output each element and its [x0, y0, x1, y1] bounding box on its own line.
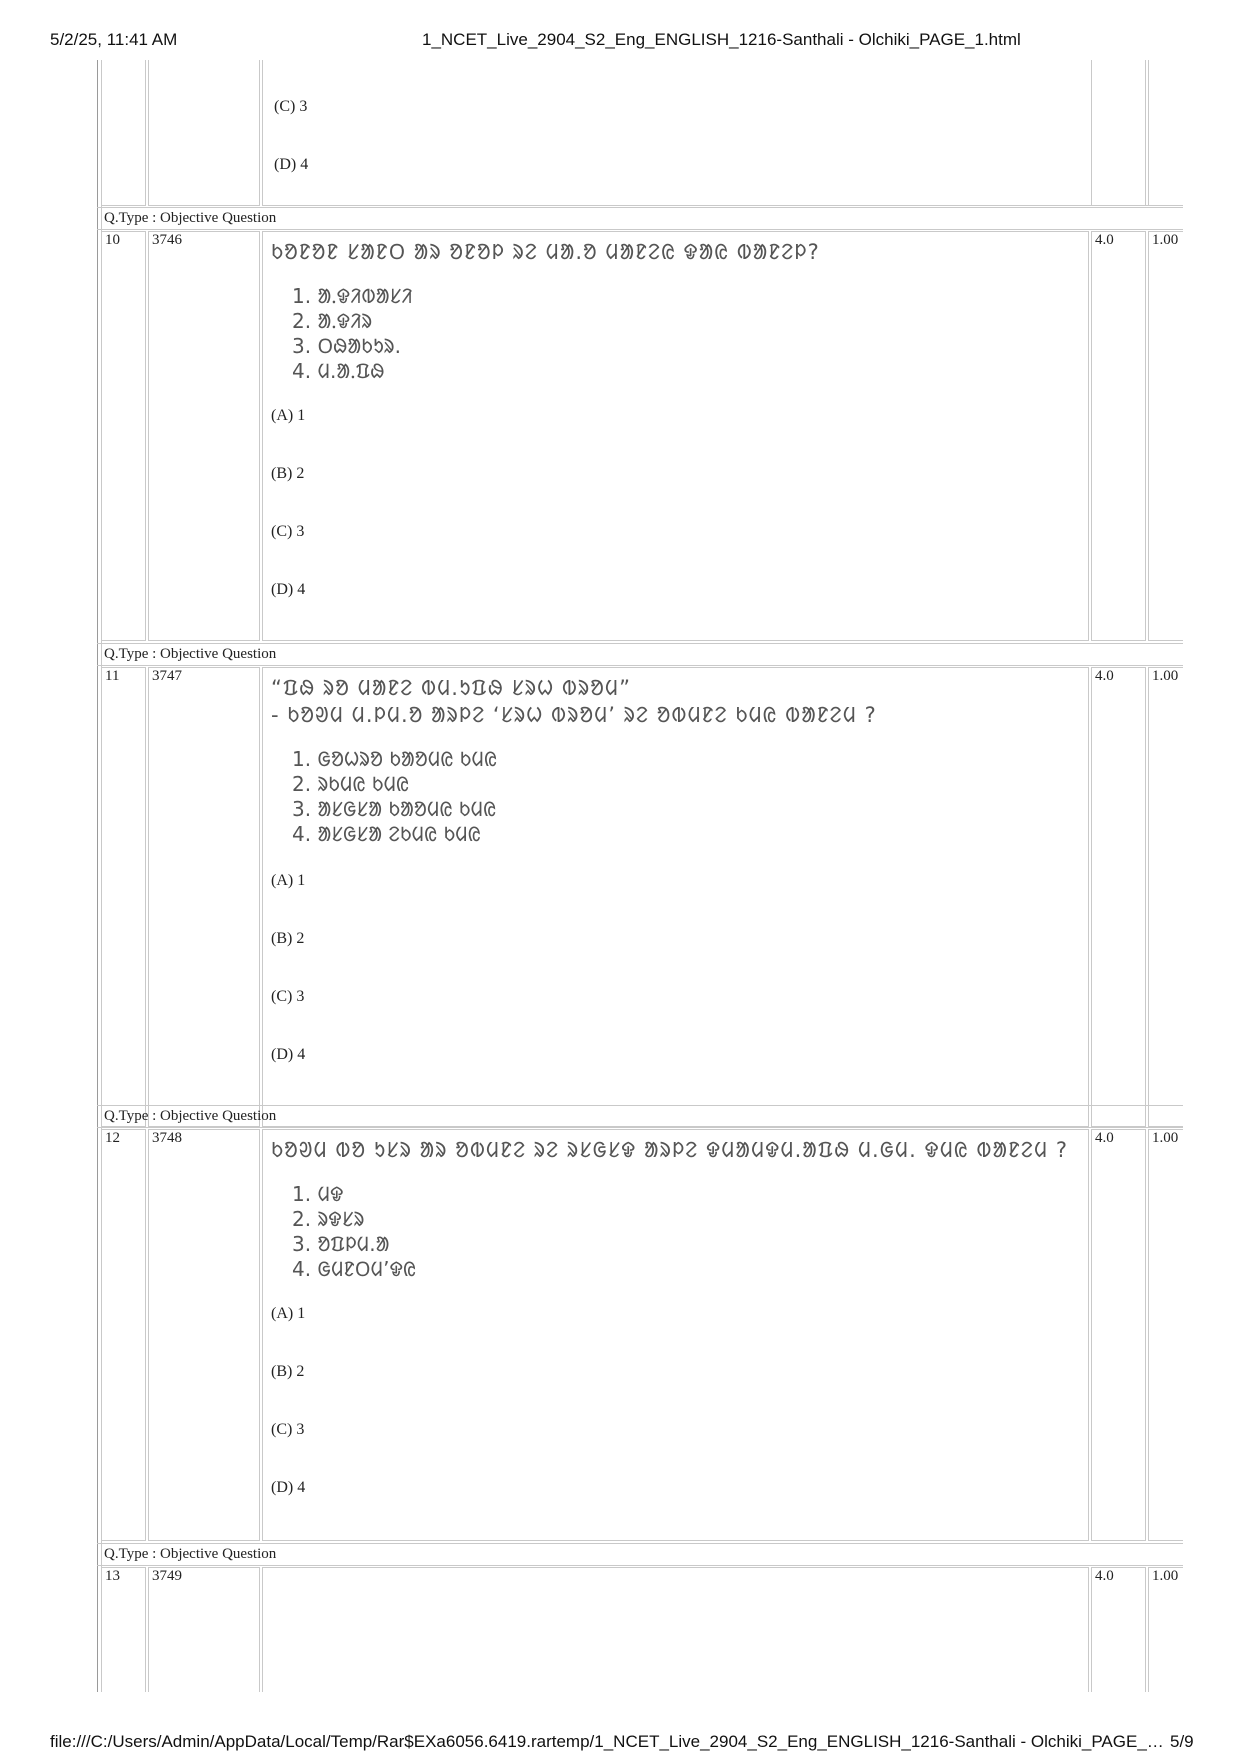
list-item: 2. ᱨᱫᱥᱨ	[292, 1207, 365, 1231]
negative-marks-cell	[1148, 667, 1183, 1127]
qid-cell	[148, 1567, 260, 1692]
list-item: 1. ᱟᱹᱫᱤᱵᱟᱥᱤ	[292, 284, 413, 308]
sno-cell	[101, 1129, 146, 1541]
option-d: (D) 4	[271, 1479, 306, 1496]
question-text: ᱠᱚᱣᱢ ᱵᱚ ᱩᱥᱨ ᱟᱨ ᱚᱵᱢᱱᱮ ᱨᱮ ᱨᱥᱜᱥᱫ ᱟᱨᱞᱮ ᱫᱢᱟᱢᱫᱢ.ᱟᱯᱷ ᱢ.ᱜᱢ. ᱫᱢᱭ ᱵᱟᱱᱮᱢ ?	[271, 1138, 1068, 1162]
list-item: 2. ᱟᱹᱫᱤᱨ	[292, 309, 373, 333]
question-serial: 10	[105, 232, 120, 248]
qid-cell	[148, 231, 260, 641]
question-id: 3748	[152, 1130, 182, 1146]
question-id: 3746	[152, 232, 182, 248]
row-divider	[97, 1565, 1183, 1566]
question-table	[97, 60, 1183, 1692]
row-divider	[97, 1543, 1183, 1544]
negative-marks: 1.00	[1152, 1130, 1179, 1146]
row-divider	[97, 643, 1183, 644]
marks-cell	[1091, 667, 1146, 1127]
option-b: (B) 2	[271, 930, 305, 947]
option-c: (C) 3	[271, 523, 305, 540]
qtype-label: Q.Type : Objective Question	[104, 1546, 277, 1562]
question-text-line-2: - ᱠᱚᱣᱢ ᱢ.ᱞᱢ.ᱚ ᱟᱨᱞᱮ ‘ᱥᱨᱦ ᱵᱨᱚᱢ’ ᱨᱮ ᱚᱵᱢᱱᱮ ᱠᱢᱭ ᱵᱟᱱᱮᱢ ?	[271, 703, 877, 727]
option-c: (C) 3	[271, 1421, 305, 1438]
question-text: ᱠᱚᱱᱚᱱ ᱥᱟᱱᱛ ᱟᱨ ᱚᱱᱚᱞ ᱨᱮ ᱢᱟ.ᱚ ᱢᱟᱱᱮᱭ ᱫᱟᱭ ᱵᱟᱱᱮᱞ?	[271, 240, 820, 264]
qtype-label: Q.Type : Objective Question	[104, 646, 277, 662]
question-serial: 13	[105, 1568, 120, 1584]
marks-cell	[1091, 231, 1146, 641]
marks: 4.0	[1095, 1568, 1114, 1584]
list-item: 2. ᱨᱠᱢᱭ ᱠᱢᱭ	[292, 772, 410, 796]
option-d: (D) 4	[271, 1046, 306, 1063]
question-body	[262, 231, 1089, 641]
marks: 4.0	[1095, 232, 1114, 248]
question-text: “ᱯᱷ ᱨᱚ ᱢᱟᱱᱮ ᱵᱢ.ᱩᱯᱷ ᱥᱨᱦ ᱵᱨᱚᱢ”	[271, 676, 632, 700]
row-divider	[97, 665, 1183, 666]
question-body	[262, 667, 1089, 1127]
sno-cell	[101, 231, 146, 641]
qtype-label: Q.Type : Objective Question	[104, 210, 277, 226]
print-file-path: file:///C:/Users/Admin/AppData/Local/Temp/Rar$EXa6056.6419.rartemp/1_NCET_Live_2904_S2_Eng_ENGLISH_1216-Santhali - Olchiki_PAGE_…	[50, 1732, 1164, 1751]
marks-cell	[1091, 1567, 1146, 1692]
option-d: (D) 4	[271, 581, 306, 598]
option-a: (A) 1	[271, 407, 306, 424]
print-document-title: 1_NCET_Live_2904_S2_Eng_ENGLISH_1216-Santhali - Olchiki_PAGE_1.html	[422, 30, 1021, 49]
list-item: 4. ᱟᱥᱜᱥᱟ ᱮᱠᱢᱭ ᱠᱢᱭ	[292, 822, 481, 846]
prev-body-cell	[262, 60, 1183, 206]
prev-marks-cell	[1091, 60, 1146, 206]
marks: 4.0	[1095, 668, 1114, 684]
option-b: (B) 2	[271, 465, 305, 482]
negative-marks: 1.00	[1152, 668, 1179, 684]
prev-qid-cell	[148, 60, 260, 206]
question-serial: 11	[105, 668, 120, 684]
row-divider	[97, 1127, 1183, 1128]
table-border-left	[97, 60, 98, 1692]
qid-cell	[148, 667, 260, 1127]
list-item: 1. ᱜᱚᱦᱨᱚ ᱠᱟᱚᱢᱭ ᱠᱢᱭ	[292, 747, 498, 771]
option-a: (A) 1	[271, 872, 306, 889]
sno-cell	[101, 1567, 146, 1692]
list-item: 1. ᱢᱫ	[292, 1182, 344, 1206]
row-divider	[97, 1105, 1183, 1106]
row-divider	[97, 207, 1183, 208]
prev-sno-cell	[101, 60, 146, 206]
sno-cell	[101, 667, 146, 1127]
option-b: (B) 2	[271, 1363, 305, 1380]
negative-marks-cell	[1148, 1567, 1183, 1692]
row-divider	[97, 229, 1183, 230]
list-item: 4. ᱜᱢᱱᱛᱢ’ᱫᱭ	[292, 1257, 417, 1281]
option-d: (D) 4	[274, 156, 309, 173]
marks: 4.0	[1095, 1130, 1114, 1146]
prev-neg-cell	[1148, 60, 1183, 206]
question-id: 3747	[152, 668, 182, 684]
marks-cell	[1091, 1129, 1146, 1541]
qid-cell	[148, 1129, 260, 1541]
print-page-indicator: 5/9	[1170, 1732, 1194, 1751]
question-body	[262, 1129, 1089, 1541]
question-serial: 12	[105, 1130, 120, 1146]
negative-marks: 1.00	[1152, 232, 1179, 248]
list-item: 3. ᱟᱥᱜᱥᱟ ᱠᱟᱚᱢᱭ ᱠᱢᱭ	[292, 797, 497, 821]
list-item: 3. ᱚᱯᱞᱢ.ᱟ	[292, 1232, 390, 1256]
negative-marks-cell	[1148, 1129, 1183, 1541]
qtype-label: Q.Type : Objective Question	[104, 1108, 277, 1124]
question-body	[262, 1567, 1089, 1692]
list-item: 3. ᱛᱷᱟᱠᱩᱨ.	[292, 334, 401, 358]
option-c: (C) 3	[271, 988, 305, 1005]
print-datetime: 5/2/25, 11:41 AM	[50, 30, 178, 49]
question-id: 3749	[152, 1568, 182, 1584]
negative-marks: 1.00	[1152, 1568, 1179, 1584]
negative-marks-cell	[1148, 231, 1183, 641]
option-a: (A) 1	[271, 1305, 306, 1322]
list-item: 4. ᱢ.ᱟᱹᱯᱷ	[292, 359, 385, 383]
option-c: (C) 3	[274, 98, 308, 115]
